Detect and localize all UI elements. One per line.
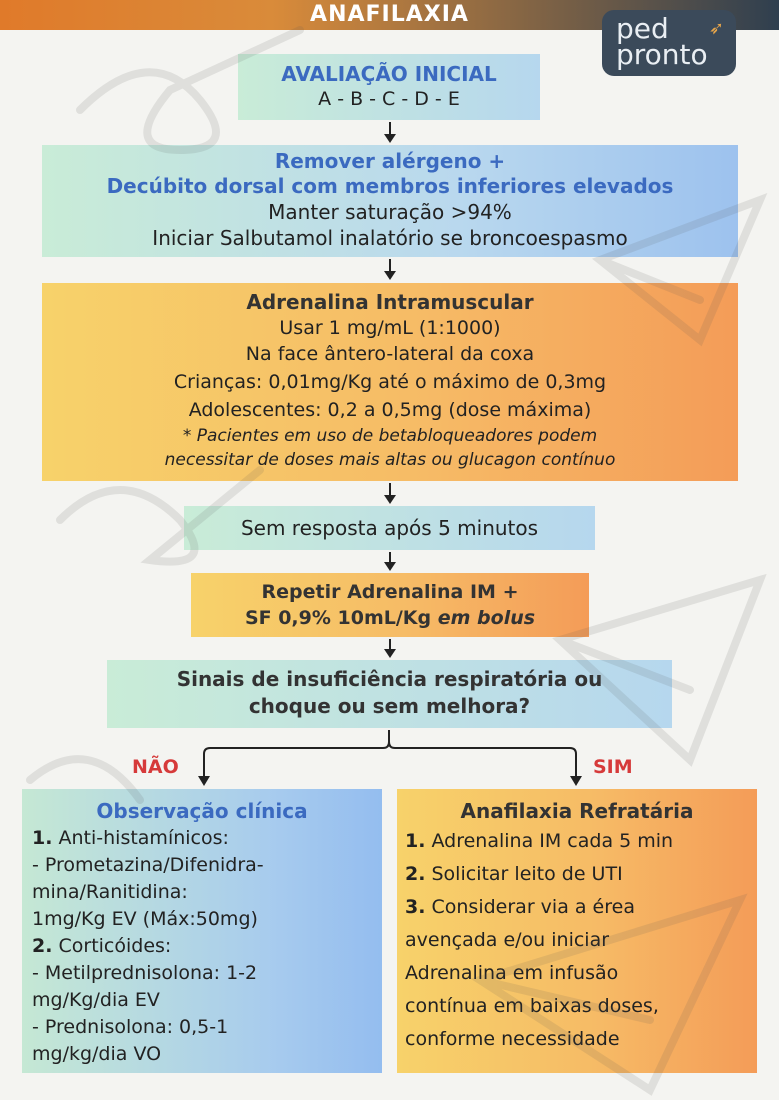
sem-resposta-text: Sem resposta após 5 minutos xyxy=(240,516,539,540)
remover-line-2: Iniciar Salbutamol inalatório se broncoespasmo xyxy=(152,226,628,250)
refrataria-text-2: Solicitar leito de UTI xyxy=(431,863,623,885)
observacao-title: Observação clínica xyxy=(96,799,308,823)
observacao-line-7: mg/kg/dia VO xyxy=(32,1043,162,1065)
sinais-line-2: choque ou sem melhora? xyxy=(248,694,531,718)
box-anafilaxia-refrataria xyxy=(397,789,757,1073)
observacao-num-2: 2. xyxy=(32,935,53,957)
adrenalina-line-2: Na face ântero-lateral da coxa xyxy=(245,343,535,365)
observacao-text-1: Anti-histamínicos: xyxy=(58,827,229,849)
refrataria-num-1: 1. xyxy=(405,830,426,852)
remover-title-2: Decúbito dorsal com membros inferiores elevados xyxy=(106,174,674,198)
refrataria-title: Anafilaxia Refratária xyxy=(460,799,694,823)
observacao-line-1: - Prometazina/Difenidra- xyxy=(32,854,264,876)
remover-line-1: Manter saturação >94% xyxy=(268,200,512,224)
refrataria-line-4: conforme necessidade xyxy=(405,1028,620,1050)
adrenalina-title: Adrenalina Intramuscular xyxy=(246,290,534,314)
refrataria-text-3: Considerar via a érea xyxy=(431,896,635,918)
adrenalina-line-1: Usar 1 mg/mL (1:1000) xyxy=(279,317,501,339)
observacao-num-1: 1. xyxy=(32,827,53,849)
paper-plane-icon: ➶ xyxy=(708,18,724,39)
refrataria-num-2: 2. xyxy=(405,863,426,885)
refrataria-line-1: avençada e/ou iniciar xyxy=(405,929,610,951)
observacao-item-1 xyxy=(32,825,382,852)
sinais-line-1: Sinais de insuficiência respiratória ou xyxy=(176,667,603,691)
adrenalina-note-2: necessitar de doses mais altas ou glucagon contínuo xyxy=(164,450,616,470)
observacao-item-2 xyxy=(32,933,382,960)
refrataria-item-3 xyxy=(405,891,757,924)
adrenalina-note-1: * Pacientes em uso de betabloqueadores podem xyxy=(182,426,598,446)
observacao-text-2: Corticóides: xyxy=(58,935,172,957)
observacao-line-6: - Prednisolona: 0,5-1 xyxy=(32,1016,229,1038)
refrataria-line-2: Adrenalina em infusão xyxy=(405,962,619,984)
adrenalina-line-3: Crianças: 0,01mg/Kg até o máximo de 0,3mg xyxy=(173,371,607,393)
observacao-line-5: mg/Kg/dia EV xyxy=(32,989,160,1011)
observacao-line-4: - Metilprednisolona: 1-2 xyxy=(32,962,258,984)
branch-sim-label: SIM xyxy=(593,756,633,778)
avaliacao-title: AVALIAÇÃO INICIAL xyxy=(281,62,497,86)
refrataria-num-3: 3. xyxy=(405,896,426,918)
observacao-line-2: mina/Ranitidina: xyxy=(32,881,188,903)
branch-nao-label: NÃO xyxy=(132,756,179,778)
refrataria-item-1 xyxy=(405,825,757,858)
remover-title-1: Remover alérgeno + xyxy=(274,149,506,173)
adrenalina-line-4: Adolescentes: 0,2 a 0,5mg (dose máxima) xyxy=(188,399,592,421)
box-observacao-clinica xyxy=(22,789,382,1073)
refrataria-line-3: contínua em baixas doses, xyxy=(405,995,659,1017)
logo-line-2: pronto xyxy=(616,38,708,71)
refrataria-item-2 xyxy=(405,858,757,891)
logo-line-1: ped xyxy=(616,12,669,45)
repetir-line-2-a: SF 0,9% 10mL/Kg xyxy=(244,607,438,629)
observacao-line-3: 1mg/Kg EV (Máx:50mg) xyxy=(32,908,258,930)
repetir-line-2-b: em bolus xyxy=(437,607,536,629)
page-title: ANAFILAXIA xyxy=(310,2,469,27)
repetir-line-1: Repetir Adrenalina IM + xyxy=(261,581,519,603)
avaliacao-subtitle: A - B - C - D - E xyxy=(318,88,460,110)
refrataria-text-1: Adrenalina IM cada 5 min xyxy=(431,830,674,852)
